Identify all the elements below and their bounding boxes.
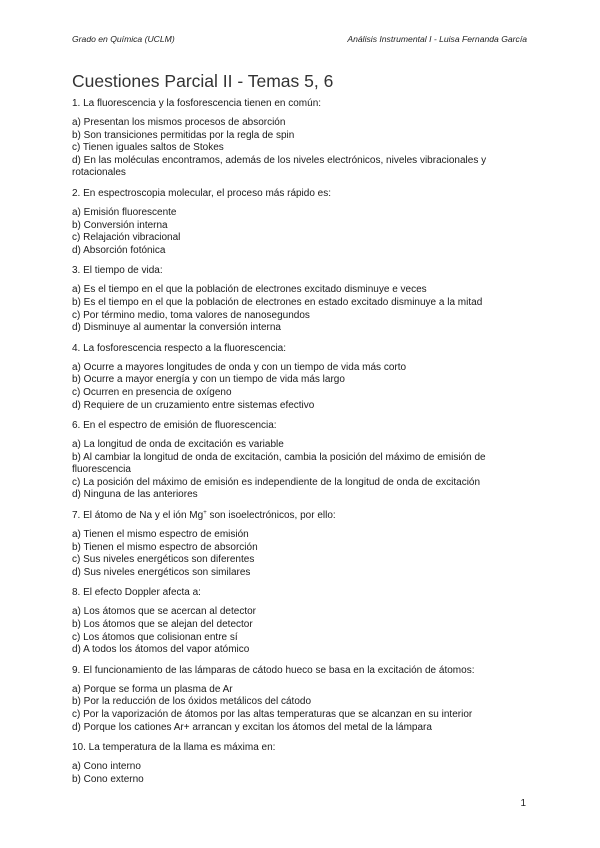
option-a: a) Porque se forma un plasma de Ar: [72, 683, 233, 695]
option-d: d) A todos los átomos del vapor atómico: [72, 644, 250, 656]
option-d: d) Disminuye al aumentar la conversión interna: [72, 322, 281, 334]
option-c: c) Tienen iguales saltos de Stokes: [72, 142, 224, 154]
option-b: b) Los átomos que se alejan del detector: [72, 619, 253, 631]
option-a: a) La longitud de onda de excitación es variable: [72, 439, 284, 451]
question-7: [72, 509, 532, 579]
question-text: 4. La fosforescencia respecto a la fluorescencia:: [72, 342, 287, 354]
header-subject: Análisis Instrumental I - Luisa Fernanda García: [347, 34, 527, 44]
option-b: b) Conversión interna: [72, 219, 168, 231]
option-a: a) Tienen el mismo espectro de emisión: [72, 529, 249, 541]
option-b: b) Por la reducción de los óxidos metálicos del cátodo: [72, 696, 312, 708]
option-b: b) Al cambiar la longitud de onda de excitación, cambia la posición del máximo de emisión de fluorescencia: [72, 451, 486, 476]
option-b: b) Tienen el mismo espectro de absorción: [72, 541, 258, 553]
option-b: b) Son transiciones permitidas por la regla de spin: [72, 129, 295, 141]
option-a: a) Emisión fluorescente: [72, 206, 177, 218]
option-c: c) Relajación vibracional: [72, 232, 181, 244]
question-text: 3. El tiempo de vida:: [72, 265, 163, 277]
page-number: 1: [520, 798, 526, 809]
header-course: Grado en Química (UCLM): [72, 34, 175, 44]
option-d: d) En las moléculas encontramos, además de los niveles electrónicos, niveles vibracionales y rotacionales: [72, 154, 487, 179]
question-9: [72, 664, 532, 734]
option-c: c) La posición del máximo de emisión es independiente de la longitud de onda de excitación: [72, 476, 481, 488]
question-text-start: 7. El átomo de Na y el ión Mg: [72, 510, 204, 522]
question-text: 10. La temperatura de la llama es máxima en:: [72, 742, 276, 754]
question-text: 8. El efecto Doppler afecta a:: [72, 587, 201, 599]
option-d: d) Ninguna de las anteriores: [72, 489, 198, 501]
question-text: 1. La fluorescencia y la fosforescencia tienen en común:: [72, 98, 322, 109]
question-list: [72, 97, 532, 793]
option-c: c) Sus niveles energéticos son diferentes: [72, 554, 255, 566]
option-d: d) Requiere de un cruzamiento entre sistemas efectivo: [72, 399, 315, 411]
option-c: c) Ocurren en presencia de oxígeno: [72, 386, 232, 398]
option-b: b) Es el tiempo en el que la población de electrones en estado excitado disminuye a la mitad: [72, 296, 483, 308]
question-8: [72, 586, 532, 656]
question-6: [72, 419, 532, 502]
option-b: b) Cono externo: [72, 773, 144, 785]
question-10: [72, 741, 532, 786]
question-3: [72, 264, 532, 334]
option-d: d) Absorción fotónica: [72, 244, 166, 256]
option-a: a) Ocurre a mayores longitudes de onda y con un tiempo de vida más corto: [72, 361, 407, 373]
question-4: [72, 342, 532, 412]
option-b: b) Ocurre a mayor energía y con un tiempo de vida más largo: [72, 374, 345, 386]
question-text: 9. El funcionamiento de las lámparas de cátodo hueco se basa en la excitación de átomos:: [72, 664, 475, 676]
option-a: a) Es el tiempo en el que la población de electrones excitado disminuye e veces: [72, 284, 427, 296]
option-d: d) Sus niveles energéticos son similares: [72, 566, 251, 578]
page-title: Cuestiones Parcial II - Temas 5, 6: [72, 71, 334, 91]
question-text: [72, 509, 532, 522]
question-2: [72, 187, 532, 257]
charge-superscript: +: [203, 510, 207, 517]
question-1: [72, 97, 532, 180]
option-d: d) Porque los cationes Ar+ arrancan y excitan los átomos del metal de la lámpara: [72, 721, 432, 733]
option-a: a) Los átomos que se acercan al detector: [72, 606, 256, 618]
option-c: c) Por la vaporización de átomos por las altas temperaturas que se alcanzan en su interior: [72, 709, 473, 720]
option-c: c) Los átomos que colisionan entre sí: [72, 631, 238, 643]
option-a: a) Cono interno: [72, 761, 141, 773]
question-text-end: son isoelectrónicos, por ello:: [206, 510, 336, 522]
question-text: 6. En el espectro de emisión de fluorescencia:: [72, 420, 277, 432]
option-c: c) Por término medio, toma valores de nanosegundos: [72, 309, 310, 321]
question-text: 2. En espectroscopia molecular, el proceso más rápido es:: [72, 187, 332, 199]
option-a: a) Presentan los mismos procesos de absorción: [72, 117, 286, 128]
